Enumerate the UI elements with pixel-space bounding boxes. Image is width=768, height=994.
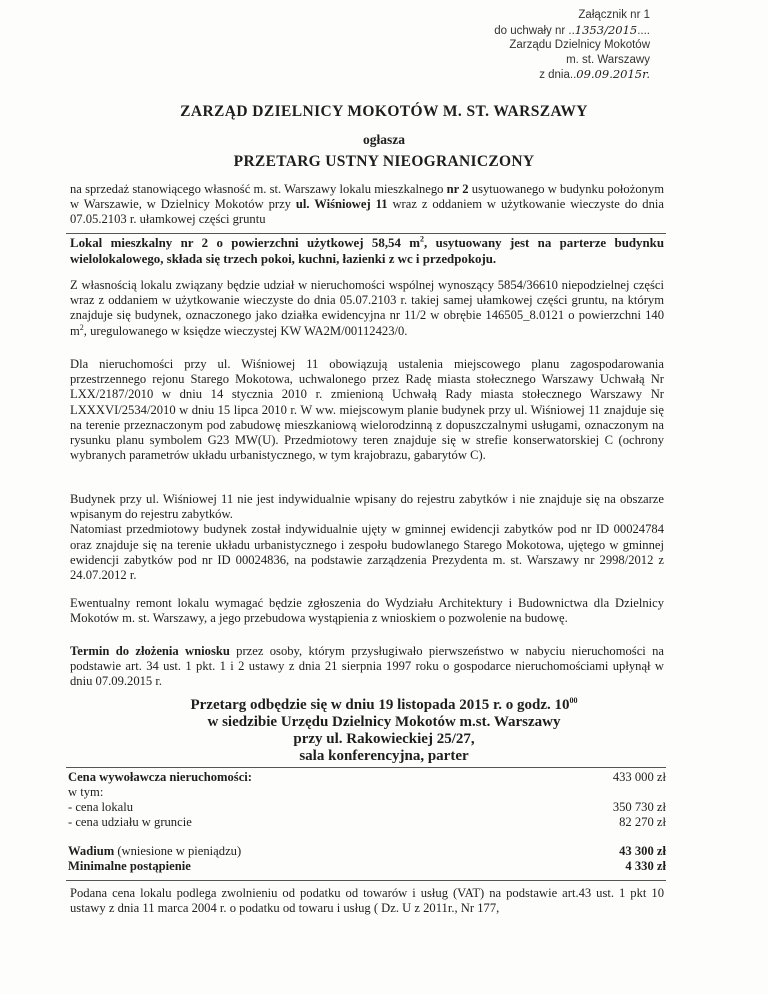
annex-label: Załącznik nr 1 — [578, 9, 650, 21]
increment-label: Minimalne postąpienie — [68, 859, 191, 873]
flat-price-label: - cena lokalu — [68, 800, 134, 814]
annex-resolution-number: 1353/2015 — [574, 22, 638, 37]
document-tender-title: PRZETARG USTNY NIEOGRANICZONY — [233, 153, 535, 170]
heritage-paragraph — [70, 492, 664, 583]
annex-date-value: 09.09.2015r. — [576, 67, 650, 81]
deadline-bold: Termin do złożenia wniosku — [70, 644, 230, 658]
auction-line1: Przetarg odbędzie się w dniu 19 listopada 2015 r. o godz. 10 — [190, 697, 570, 713]
auction-line4: sala konferencyjna, parter — [299, 748, 469, 764]
vat-paragraph: Podana cena lokalu podlega zwolnieniu od podatku od towarów i usług (VAT) na podstawie art.43 ust. 1 pkt 10 ustawy z dnia 11 marca 2004 r. o podatku od towaru i usług ( Dz. U z 2011r., Nr 177, — [70, 886, 664, 916]
price-row-increment — [68, 859, 666, 874]
start-price-value: 433 000 zł — [612, 770, 666, 784]
start-price-label: Cena wywoławcza nieruchomości: — [68, 770, 252, 784]
annex-board: Zarządu Dzielnicy Mokotów — [509, 39, 650, 51]
annex-city: m. st. Warszawy — [566, 53, 650, 66]
divider-middle — [66, 767, 666, 768]
intro-paragraph — [70, 182, 664, 228]
price-row-start — [68, 770, 666, 785]
auction-date-line — [0, 697, 768, 714]
annex-date — [410, 67, 650, 83]
auction-line2: w siedzibie Urzędu Dzielnicy Mokotów m.st. Warszawy — [207, 714, 561, 730]
price-row-including — [68, 785, 666, 800]
price-table — [68, 770, 666, 874]
flat-sup: 2 — [420, 234, 425, 244]
annex-date-prefix: z dnia.. — [539, 69, 577, 81]
land-price-value: 82 270 zł — [619, 815, 666, 829]
price-row-land — [68, 815, 666, 830]
renovation-paragraph: Ewentualny remont lokalu wymagać będzie zgłoszenia do Wydziału Architektury i Budownictwa dla Dzielnicy Mokotów m. st. Warszawy, a jego przebudowa wystąpienia z wnioskiem o pozwolenie na budowę. — [70, 596, 664, 626]
price-spacer — [68, 830, 666, 844]
auction-line3: przy ul. Rakowieckiej 25/27, — [293, 731, 475, 747]
land-price-label: - cena udziału w gruncie — [68, 815, 192, 829]
flat-part2: , usytuowany jest na parterze budynku wielolokalowego, składa się trzech pokoi, kuchni, łazienki z wc i przedpokoju. — [70, 236, 664, 266]
p1-sup: 2 — [79, 322, 84, 332]
deposit-label: Wadium — [68, 844, 115, 858]
flat-part1: Lokal mieszkalny nr 2 o powierzchni użytkowej 58,54 m — [70, 236, 421, 250]
annex-resolution-prefix: do uchwały nr .. — [494, 24, 575, 37]
annex-header — [410, 8, 650, 83]
document-announces: ogłasza — [363, 132, 405, 147]
intro-part3: wraz z oddaniem w użytkowanie wieczyste do dnia 07.05.2103 r. ułamkowej części gruntu — [70, 197, 664, 227]
intro-unit: nr 2 — [446, 182, 469, 196]
p1-part-a: Z własnością lokalu związany będzie udział w nieruchomości wspólnej wynoszący 5854/36610 niepodzielnej części wraz z oddaniem w użytkowanie wieczyste do dnia 05.07.2103 r. takiej samej ułamkowej części gruntu, na którym znajduje się budynek, oznaczonego jako działka ewidencyjna nr 11/2 w obrębie 146505_8.0121 o powierzchni 140 m — [70, 278, 664, 338]
annex-resolution-suffix: .... — [637, 24, 650, 37]
heritage-part-b: Natomiast przedmiotowy budynek został indywidualnie ujęty w gminnej ewidencji zabytków pod nr ID 00024784 oraz znajduje się na terenie układu urbanistycznego i zespołu budowlanego Starego Mokotowa, ujętego w gminnej ewidencji zabytków pod nr ID 00024836, na podstawie zarządzenia Prezydenta m. st. Warszawy nr 2998/2012 z 24.07.2012 r. — [70, 522, 664, 583]
intro-part2: usytuowanego w budynku położonym w Warszawie, w Dzielnicy Mokotów przy — [70, 182, 665, 212]
intro-street: ul. Wiśniowej 11 — [295, 197, 388, 212]
intro-part1: na sprzedaż stanowiącego własność m. st. Warszawy lokalu mieszkalnego — [70, 182, 447, 196]
zoning-paragraph: Dla nieruchomości przy ul. Wiśniowej 11 obowiązują ustalenia miejscowego planu zagospodarowania przestrzennego rejonu Starego Mokotowa, uchwalonego przez Radę miasta stołecznego Warszawy Uchwałą Nr LXX/2187/2010 w dniu 14 stycznia 2010 r. zmienioną Uchwałą Rady miasta stołecznego Warszawy Nr LXXXVI/2534/2010 w dniu 15 lipca 2010 r. W ww. miejscowym planie budynek przy ul. Wiśniowej 11 znajduje się na terenie przeznaczonym pod zabudowę mieszkaniową wielorodzinną z dopuszczalnymi usługami, oznaczonym na rysunku planu symbolem G23 MW(U). Przedmiotowy teren znajduje się w strefie konserwatorskiej C (ochrony wybranych parametrów układu urbanistycznego, w tym krajobrazu, gabarytów C). — [70, 357, 664, 463]
auction-sup: 00 — [569, 696, 578, 705]
divider-bottom — [66, 880, 666, 881]
deadline-rest: przez osoby, którym przysługiwało pierwszeństwo w nabyciu nieruchomości na podstawie art. 34 ust. 1 pkt. 1 i 2 ustawy z dnia 21 sierpnia 1997 roku o gospodarce nieruchomościami upłynął w dniu 07.09.2015 r. — [70, 644, 664, 689]
deadline-paragraph — [70, 644, 664, 690]
divider-top — [66, 233, 666, 234]
flat-price-value: 350 730 zł — [612, 800, 666, 814]
deposit-value: 43 300 zł — [619, 844, 666, 858]
p1-part-b: , uregulowanego w księdze wieczystej KW WA2M/00112423/0. — [83, 323, 408, 338]
deposit-label-wrap — [68, 844, 566, 859]
price-row-deposit — [68, 844, 666, 859]
including-label: w tym: — [68, 785, 104, 799]
auction-info — [0, 697, 768, 765]
document-authority-title: ZARZĄD DZIELNICY MOKOTÓW M. ST. WARSZAWY — [180, 103, 588, 120]
share-paragraph — [70, 278, 664, 339]
deposit-note: (wniesione w pieniądzu) — [114, 844, 242, 858]
flat-description — [70, 236, 664, 267]
heritage-part-a: Budynek przy ul. Wiśniowej 11 nie jest indywidualnie wpisany do rejestru zabytków i nie znajduje się na obszarze wpisanym do rejestru zabytków. — [70, 492, 664, 522]
increment-value: 4 330 zł — [625, 859, 666, 873]
price-row-flat — [68, 800, 666, 815]
annex-resolution — [410, 23, 650, 39]
